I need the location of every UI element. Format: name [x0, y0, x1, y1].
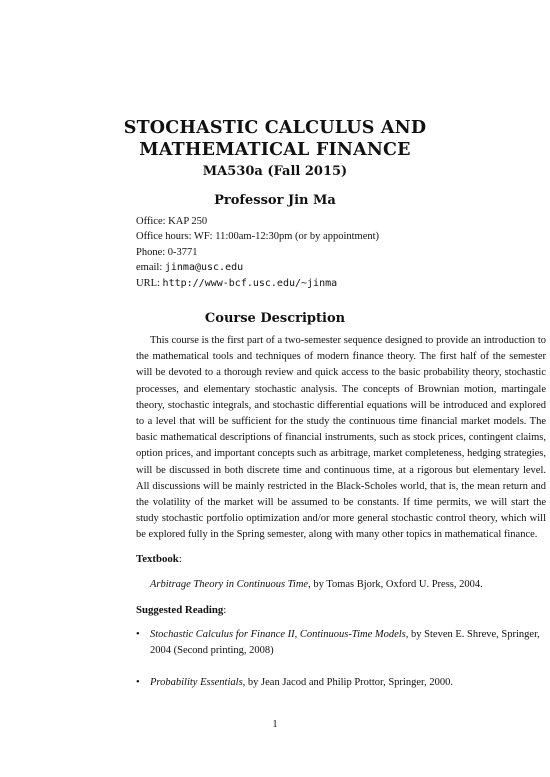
office-line: Office: KAP 250 — [136, 216, 208, 227]
url-link[interactable]: http://www-bcf.usc.edu/~jinma — [162, 277, 338, 289]
office-hours-line: Office hours: WF: 11:00am-12:30pm (or by appointment) — [136, 231, 380, 243]
page-number: 1 — [272, 719, 278, 730]
suggested-reading-list — [136, 627, 546, 708]
professor-name: Professor Jin Ma — [214, 193, 336, 208]
reading-details: , by Steven E. Shreve, Springer, 2004 (Second printing, 2008) — [150, 629, 540, 657]
phone-line: Phone: 0-3771 — [136, 246, 198, 258]
list-item — [136, 675, 546, 691]
bullet-icon: • — [136, 677, 140, 689]
textbook-title: Arbitrage Theory in Continuous Time — [150, 579, 309, 590]
url-label: URL: — [136, 277, 163, 289]
reading-title: Stochastic Calculus for Finance II, Continuous-Time Models — [150, 629, 406, 640]
list-item — [136, 627, 546, 659]
textbook-label: Textbook: — [136, 553, 182, 565]
title-line-2: MATHEMATICAL FINANCE — [139, 140, 411, 160]
textbook-details: , by Tomas Bjork, Oxford U. Press, 2004. — [308, 579, 483, 590]
reading-details: , by Jean Jacod and Philip Prottor, Springer, 2000. — [242, 677, 453, 689]
email-link[interactable]: jinma@usc.edu — [164, 262, 244, 274]
contact-info — [136, 214, 379, 291]
bullet-icon: • — [136, 629, 140, 640]
course-description-text: This course is the first part of a two-semester sequence designed to provide an introduction to the mathematical tools and techniques of modern finance theory. The first half of the semester will be devoted to a thorough review and quick access to the basic probability theory, stochastic processes, and elementary stochastic analysis. The concepts of Brownian motion, martingale theory, stochastic integrals, and stochastic differential equations will be introduced and explored to a level that will be sufficient for the study the continuous time financial market models. The basic mathematical descriptions of financial instruments, such as stock prices, contingent claims, option prices, and important concepts such as arbitrage, market completeness, hedging strategies, will be discussed in both discrete time and continuous time, at a rigorous but elementary level. All discussions will be mainly restricted in the Black-Scholes world, that is, the mean return and the volatility of the market will be assumed to be constants. If time permits, we will start the study stochastic portfolio optimization and/or more general stochastic control theory, which will be explored fully in the Spring semester, along with many other topics in mathematical finance. — [136, 335, 546, 541]
url-line — [136, 276, 379, 291]
suggested-reading-label: Suggested Reading: — [136, 604, 227, 616]
title-line-1: STOCHASTIC CALCULUS AND — [123, 118, 427, 138]
course-description-heading: Course Description — [204, 311, 346, 326]
email-label: email: — [136, 262, 165, 274]
course-code: MA530a (Fall 2015) — [202, 164, 348, 179]
email-line — [136, 260, 379, 275]
reading-title: Probability Essentials — [150, 677, 243, 689]
textbook-entry — [150, 579, 483, 590]
